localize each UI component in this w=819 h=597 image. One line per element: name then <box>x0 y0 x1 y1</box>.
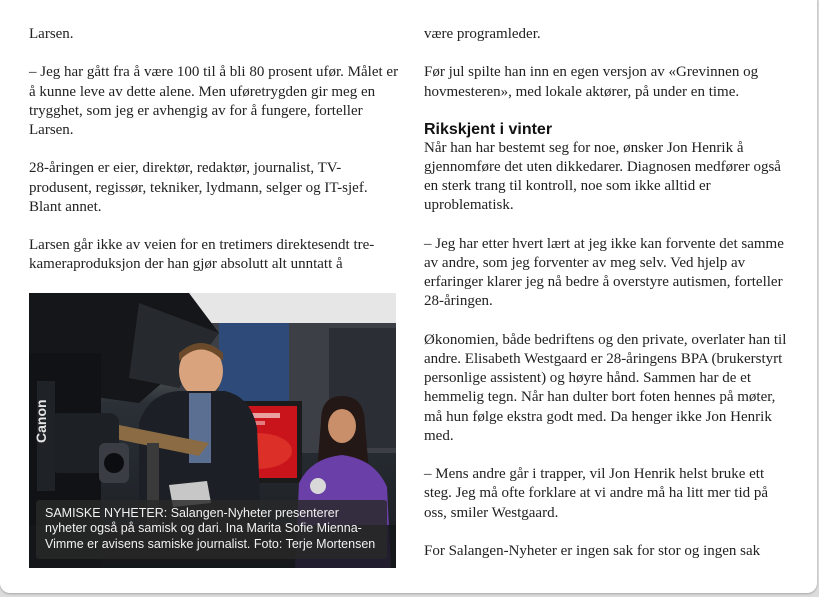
left-column <box>29 25 401 294</box>
section-subheading: Rikskjent i vinter <box>424 120 553 138</box>
camera-brand-label: Canon <box>33 399 49 443</box>
paragraph: Når han har bestemt seg for noe, ønsker Jon Henrik å gjennomføre det uten dikkedarer. Diagnosen medfører også en sterk trang til kontroll, noe som ikke alltid er uproblematisk. <box>424 139 781 214</box>
right-column <box>424 25 790 580</box>
paragraph: – Mens andre går i trapper, vil Jon Henrik helst bruke ett steg. Jeg må ofte forklare at vi andre må ha litt mer tid på oss, smiler Westgaard. <box>424 466 769 521</box>
paragraph: – Jeg har gått fra å være 100 til å bli 80 prosent ufør. Målet er å kunne leve av dette alene. Men uføretrygden gir meg en trygghet, som jeg er avhengig av for å fungere, forteller Larsen. <box>29 64 399 138</box>
paragraph: For Salangen-Nyheter er ingen sak for stor og ingen sak <box>424 543 761 559</box>
paragraph: – Jeg har etter hvert lært at jeg ikke kan forvente det samme av andre, som jeg forventer av meg selv. Ved hjelp av erfaringer klarer jeg nå bedre å overstyre autismen, forteller 28-åringen. <box>424 235 784 310</box>
paragraph: Økonomien, både bedriftens og den private, overlater han til andre. Elisabeth Westgaard er 28-åringens BPA (brukerstyrt personlige assistent) og høyre hånd. Sammen har de et hemmelig tegn. Når han dulter bort foten hennes på møter, må hun følge ekstra godt med. Da henger ikke Jon Henrik med. <box>424 331 787 444</box>
news-studio-photo[interactable] <box>29 293 396 568</box>
paragraph: 28-åringen er eier, direktør, redaktør, journalist, TV-produsent, regissør, tekniker, lydmann, selger og IT-sjef. Blant annet. <box>29 160 368 215</box>
photo-caption: SAMISKE NYHETER: Salangen-Nyheter presenterer nyheter også på samisk og dari. Ina Marita Sofie Mienna-Vimme er avisens samiske journalist. Foto: Terje Mortensen <box>36 500 387 560</box>
paragraph: Før jul spilte han inn en egen versjon av «Grevinnen og hovmesteren», med lokale aktører, på under en time. <box>424 64 759 100</box>
paragraph: Larsen går ikke av veien for en tretimers direktesendt tre-kameraproduksjon der han gjør absolutt alt unntatt å <box>29 237 375 273</box>
paragraph: Larsen. <box>29 26 74 42</box>
paragraph: være programleder. <box>424 26 541 42</box>
